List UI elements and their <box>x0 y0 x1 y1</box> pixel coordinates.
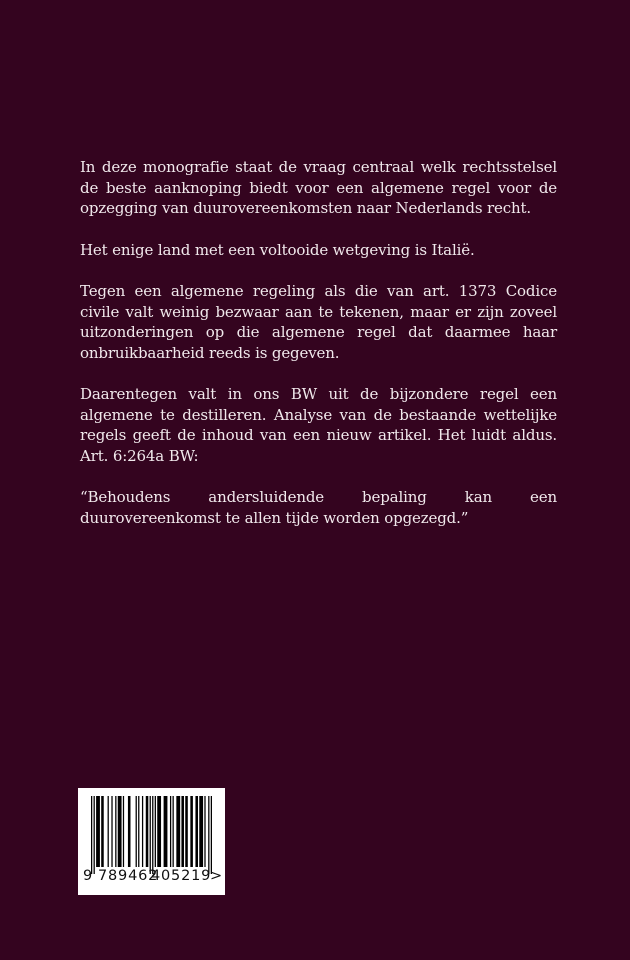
barcode-bar <box>101 796 104 867</box>
barcode-bar <box>155 796 156 867</box>
blurb-paragraph-intro: In deze monografie staat de vraag centraal welk rechtsstelsel de beste aanknoping biedt voor een algemene regel voor de opzegging van duurovereenkomsten naar Nederlands recht. <box>80 158 557 217</box>
barcode-right-group: 405219 <box>151 868 212 884</box>
barcode-bar <box>136 796 137 867</box>
barcode-bar <box>190 796 193 867</box>
barcode-bar <box>170 796 171 867</box>
barcode-guard-bar <box>152 796 153 874</box>
isbn-barcode <box>78 788 225 895</box>
blurb-paragraph-codice-civile: Tegen een algemene regeling als die van art. 1373 Codice civile valt weinig bezwaar aan te tekenen, maar er zijn zoveel uitzonderingen op die algemene regel dat daarmee haar onbruikbaarheid reeds is gegeven. <box>80 282 557 362</box>
barcode-bar <box>181 796 184 867</box>
barcode-bar <box>146 796 149 867</box>
barcode-bar <box>115 796 116 867</box>
barcode-guard-bar <box>150 796 151 874</box>
barcode-guard-bar <box>91 796 92 874</box>
blurb-paragraph-italy: Het enige land met een voltooide wetgeving is Italië. <box>80 240 475 259</box>
barcode-bar <box>164 796 168 867</box>
barcode-bar <box>199 796 203 867</box>
barcode-bar <box>173 796 174 867</box>
barcode-bars <box>91 796 212 876</box>
barcode-bar <box>111 796 112 867</box>
barcode-bar <box>185 796 188 867</box>
blurb-text <box>80 157 557 549</box>
blurb-paragraph-bw-analysis: Daarentegen valt in ons BW uit de bijzondere regel een algemene te destilleren. Analyse van de bestaande wettelijke regels geeft de inhoud van een nieuw artikel. Het luidt aldus. Art. 6:264a BW: <box>80 385 557 465</box>
barcode-bar <box>128 796 131 867</box>
barcode-guard-bar <box>94 796 95 874</box>
blurb-paragraph-article-quote: “Behoudens andersluidende bepaling kan een duurovereenkomst te allen tijde worden opgezegd.” <box>80 488 557 527</box>
barcode-first-digit: 9 <box>83 868 93 884</box>
barcode-arrow: > <box>210 868 223 884</box>
barcode-bar <box>138 796 139 867</box>
barcode-digits <box>78 868 225 892</box>
barcode-left-group: 789462 <box>98 868 159 884</box>
barcode-bar <box>142 796 143 867</box>
barcode-bar <box>96 796 100 867</box>
barcode-bar <box>204 796 205 867</box>
barcode-bar <box>118 796 122 867</box>
barcode-bar <box>195 796 198 867</box>
barcode-bar <box>108 796 109 867</box>
barcode-bar <box>123 796 124 867</box>
barcode-guard-bar <box>211 796 212 874</box>
barcode-guard-bar <box>208 796 209 874</box>
barcode-bar <box>176 796 180 867</box>
barcode-bar <box>157 796 161 867</box>
